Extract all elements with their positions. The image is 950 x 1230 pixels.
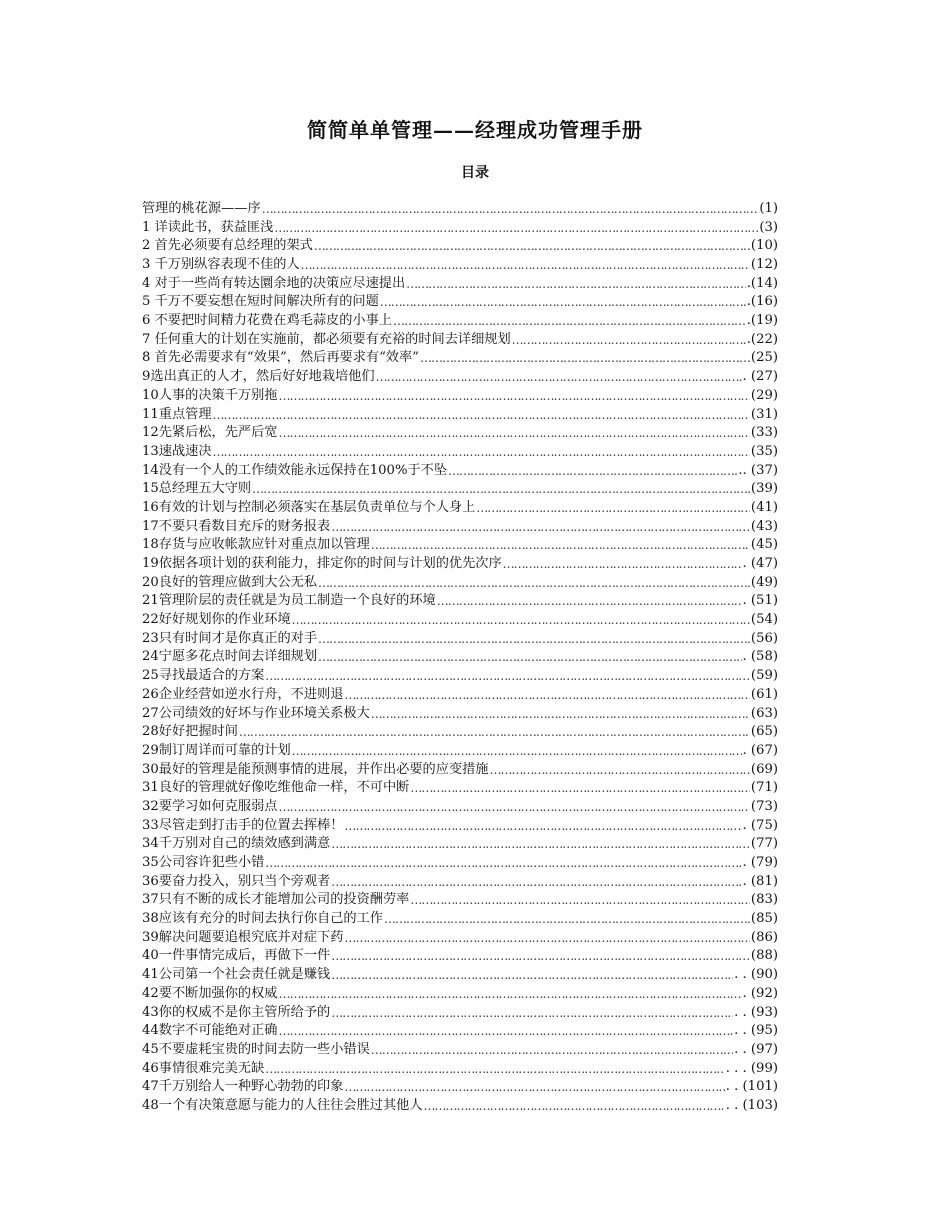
toc-leader-dots <box>476 499 750 518</box>
toc-entry-label: 9选出真正的人才，然后好好地栽培他们 <box>142 369 375 385</box>
toc-leader-dots <box>278 424 749 443</box>
toc-entry-page: . (75) <box>742 817 778 833</box>
toc-entry-page: (61) <box>750 686 778 702</box>
toc-entry-page: (71) <box>750 780 778 796</box>
toc-entry-label: 27公司绩效的好坏与作业环境关系极大 <box>142 705 370 721</box>
toc-entry[interactable] <box>142 331 778 350</box>
toc-leader-dots <box>331 947 750 966</box>
toc-leader-dots <box>503 555 742 574</box>
toc-entry[interactable] <box>142 219 778 238</box>
toc-entry[interactable] <box>142 368 778 387</box>
toc-leader-dots <box>314 237 750 256</box>
toc-leader-dots <box>262 200 759 219</box>
toc-entry-label: 45不要虚耗宝贵的时间去防一些小错误 <box>142 1041 370 1057</box>
toc-leader-dots <box>301 256 750 275</box>
toc-entry-label: 24宁愿多花点时间去详细规划 <box>142 649 318 665</box>
toc-entry[interactable] <box>142 387 778 406</box>
table-of-contents <box>142 200 778 1116</box>
toc-leader-dots <box>318 630 750 649</box>
toc-leader-dots <box>406 275 746 294</box>
toc-leader-dots <box>410 891 750 910</box>
toc-entry[interactable] <box>142 948 778 967</box>
toc-entry[interactable] <box>142 275 778 294</box>
toc-entry-label: 33尽管走到打击手的位置去挥棒！ <box>142 817 344 833</box>
toc-entry-page: . (67) <box>742 742 778 758</box>
toc-entry-label: 34千万别对自己的绩效感到满意 <box>142 836 331 852</box>
toc-entry-page: . (27) <box>742 369 778 385</box>
toc-entry[interactable] <box>142 1022 778 1041</box>
toc-entry-label: 2 首先必须要有总经理的架式 <box>142 238 313 254</box>
toc-entry-label: 42要不断加强你的权威 <box>142 985 278 1001</box>
toc-entry-page: (33) <box>750 425 778 441</box>
toc-leader-dots <box>265 1060 724 1079</box>
toc-entry[interactable] <box>142 1041 778 1060</box>
toc-entry-label: 46事情很难完美无缺 <box>142 1060 265 1076</box>
toc-entry-label: 47千万别给人一种野心勃勃的印象 <box>142 1079 344 1095</box>
toc-leader-dots <box>393 312 746 331</box>
toc-entry-label: 8 首先必需要求有“效果”，然后再要求有“效率” <box>142 350 419 366</box>
toc-leader-dots <box>252 480 750 499</box>
toc-entry[interactable] <box>142 256 778 275</box>
toc-heading: 目录 <box>461 165 489 181</box>
toc-leader-dots <box>213 406 750 425</box>
toc-entry-page: . (81) <box>742 873 778 889</box>
toc-entry[interactable] <box>142 406 778 425</box>
toc-entry-label: 26企业经营如逆水行舟，不进则退 <box>142 686 344 702</box>
toc-entry-page: (83) <box>750 892 778 908</box>
toc-entry[interactable] <box>142 1004 778 1023</box>
toc-entry-label: 6 不要把时间精力花费在鸡毛蒜皮的小事上 <box>142 313 392 329</box>
toc-entry[interactable] <box>142 723 778 742</box>
toc-entry-label: 40一件事情完成后，再做下一件 <box>142 948 331 964</box>
toc-entry-label: 48一个有决策意愿与能力的人往往会胜过其他人 <box>142 1097 423 1113</box>
toc-leader-dots <box>274 219 758 238</box>
toc-leader-dots <box>437 592 742 611</box>
toc-entry[interactable] <box>142 1097 778 1116</box>
toc-entry[interactable] <box>142 835 778 854</box>
toc-entry-page: . (58) <box>742 649 778 665</box>
toc-leader-dots <box>318 574 750 593</box>
toc-entry[interactable] <box>142 705 778 724</box>
toc-entry-label: 35公司容许犯些小错 <box>142 855 265 871</box>
toc-entry-page: (65) <box>750 724 778 740</box>
toc-entry-page: (25) <box>750 350 778 366</box>
toc-entry[interactable] <box>142 761 778 780</box>
toc-leader-dots <box>371 1041 733 1060</box>
toc-entry[interactable] <box>142 480 778 499</box>
toc-entry[interactable] <box>142 910 778 929</box>
toc-entry-label: 管理的桃花源——序 <box>142 200 261 216</box>
toc-entry-page: . . (103) <box>725 1097 778 1113</box>
toc-leader-dots <box>331 518 750 537</box>
toc-entry-page: . . (97) <box>734 1041 778 1057</box>
toc-entry-label: 11重点管理 <box>142 406 212 422</box>
toc-entry-page: (43) <box>750 518 778 534</box>
toc-leader-dots <box>292 611 750 630</box>
toc-leader-dots <box>371 705 750 724</box>
toc-entry-page: . (92) <box>742 985 778 1001</box>
toc-leader-dots <box>331 1004 733 1023</box>
toc-entry-page: . (51) <box>742 593 778 609</box>
toc-entry-page: (69) <box>750 761 778 777</box>
toc-entry-label: 44数字不可能绝对正确 <box>142 1023 278 1039</box>
toc-entry[interactable] <box>142 1060 778 1079</box>
toc-leader-dots <box>292 742 742 761</box>
toc-entry-label: 12先紧后松，先严后宽 <box>142 425 278 441</box>
toc-entry[interactable] <box>142 873 778 892</box>
toc-entry[interactable] <box>142 891 778 910</box>
toc-entry-page: .(14) <box>746 275 778 291</box>
toc-entry-page: (85) <box>750 911 778 927</box>
toc-entry[interactable] <box>142 649 778 668</box>
toc-entry-label: 1 详读此书，获益匪浅 <box>142 219 274 235</box>
toc-entry-page: (45) <box>750 537 778 553</box>
toc-entry[interactable] <box>142 293 778 312</box>
toc-entry-page: (59) <box>750 668 778 684</box>
toc-entry[interactable] <box>142 237 778 256</box>
toc-entry-label: 32要学习如何克服弱点 <box>142 798 278 814</box>
toc-leader-dots <box>410 779 750 798</box>
toc-entry[interactable] <box>142 424 778 443</box>
toc-leader-dots <box>331 966 733 985</box>
toc-entry-label: 20良好的管理应做到大公无私 <box>142 574 318 590</box>
toc-entry-page: (12) <box>750 257 778 273</box>
document-title: 简简单单管理——经理成功管理手册 <box>307 118 643 142</box>
toc-entry-label: 7 任何重大的计划在实施前，都必须要有充裕的时间去详细规划 <box>142 331 511 347</box>
toc-entry-page: (86) <box>750 929 778 945</box>
toc-entry-page: . . (101) <box>725 1079 778 1095</box>
toc-entry-label: 37只有不断的成长才能增加公司的投资酬劳率 <box>142 892 410 908</box>
toc-entry-page: . . (95) <box>734 1023 778 1039</box>
toc-leader-dots <box>278 387 749 406</box>
toc-entry-label: 3 千万别纵容表现不佳的人 <box>142 257 300 273</box>
toc-entry-page: (39) <box>750 481 778 497</box>
toc-entry-label: 10人事的决策千万别拖 <box>142 387 278 403</box>
toc-entry-page: .(22) <box>746 331 778 347</box>
toc-entry-page: .(19) <box>746 313 778 329</box>
toc-entry-page: . (47) <box>742 556 778 572</box>
toc-leader-dots <box>424 1097 725 1116</box>
toc-leader-dots <box>278 1022 733 1041</box>
toc-entry[interactable] <box>142 854 778 873</box>
toc-entry-page: (54) <box>750 612 778 628</box>
toc-leader-dots <box>331 835 750 854</box>
toc-entry-label: 38应该有充分的时间去执行你自己的工作 <box>142 911 383 927</box>
toc-entry-label: 19依据各项计划的获利能力，排定你的时间与计划的优先次序 <box>142 556 502 572</box>
toc-leader-dots <box>239 723 750 742</box>
toc-entry[interactable] <box>142 611 778 630</box>
toc-leader-dots <box>512 331 746 350</box>
toc-entry[interactable] <box>142 686 778 705</box>
toc-leader-dots <box>384 910 750 929</box>
toc-entry-label: 39解决问题要追根究底并对症下药 <box>142 929 344 945</box>
toc-entry-page: (77) <box>750 836 778 852</box>
toc-entry[interactable] <box>142 929 778 948</box>
toc-leader-dots <box>380 293 746 312</box>
toc-entry[interactable] <box>142 518 778 537</box>
toc-leader-dots <box>448 462 737 481</box>
toc-entry-label: 43你的权威不是你主管所给予的 <box>142 1004 331 1020</box>
toc-entry[interactable] <box>142 574 778 593</box>
toc-entry[interactable] <box>142 312 778 331</box>
toc-entry[interactable] <box>142 667 778 686</box>
toc-entry-page: (10) <box>750 238 778 254</box>
toc-entry-label: 13速战速决 <box>142 443 212 459</box>
toc-entry-page: . (79) <box>742 855 778 871</box>
toc-leader-dots <box>265 854 741 873</box>
toc-entry[interactable] <box>142 499 778 518</box>
toc-entry-label: 15总经理五大守则 <box>142 481 252 497</box>
toc-entry-label: 36要奋力投入，别只当个旁观者 <box>142 873 331 889</box>
toc-entry-page: (3) <box>759 219 778 235</box>
toc-entry-label: 17不要只看数目充斥的财务报表 <box>142 518 331 534</box>
toc-entry-label: 28好好把握时间 <box>142 724 238 740</box>
toc-entry[interactable] <box>142 798 778 817</box>
toc-entry-page: (73) <box>750 798 778 814</box>
toc-leader-dots <box>278 798 749 817</box>
toc-leader-dots <box>318 648 742 667</box>
toc-entry[interactable] <box>142 1078 778 1097</box>
toc-entry-page: (31) <box>750 406 778 422</box>
toc-entry-page: .(16) <box>746 294 778 310</box>
toc-entry[interactable] <box>142 985 778 1004</box>
toc-leader-dots <box>344 1078 724 1097</box>
toc-entry[interactable] <box>142 817 778 836</box>
toc-entry-page: (41) <box>750 499 778 515</box>
toc-entry-label: 41公司第一个社会责任就是赚钱 <box>142 967 331 983</box>
toc-entry-label: 14没有一个人的工作绩效能永远保持在100%于不坠 <box>142 462 448 478</box>
toc-entry[interactable] <box>142 592 778 611</box>
toc-entry[interactable] <box>142 200 778 219</box>
toc-entry-page: (1) <box>759 200 778 216</box>
toc-leader-dots <box>344 929 750 948</box>
toc-entry-page: . . (90) <box>734 967 778 983</box>
toc-entry-page: . . (93) <box>734 1004 778 1020</box>
toc-entry[interactable] <box>142 742 778 761</box>
toc-entry-label: 30最好的管理是能预测事情的进展，并作出必要的应变措施 <box>142 761 489 777</box>
toc-leader-dots <box>489 761 749 780</box>
toc-entry-label: 5 千万不要妄想在短时间解决所有的问题 <box>142 294 379 310</box>
toc-leader-dots <box>213 443 750 462</box>
toc-entry-label: 21管理阶层的责任就是为员工制造一个良好的环境 <box>142 593 436 609</box>
toc-entry-page: (29) <box>750 387 778 403</box>
toc-entry[interactable] <box>142 350 778 369</box>
toc-leader-dots <box>371 536 750 555</box>
toc-leader-dots <box>376 368 742 387</box>
toc-entry-label: 31良好的管理就好像吃维他命一样，不可中断 <box>142 780 410 796</box>
toc-leader-dots <box>331 873 741 892</box>
toc-leader-dots <box>344 686 750 705</box>
toc-leader-dots <box>278 985 741 1004</box>
toc-entry-page: (63) <box>750 705 778 721</box>
toc-entry-label: 18存货与应收帐款应针对重点加以管理 <box>142 537 370 553</box>
toc-entry[interactable] <box>142 630 778 649</box>
toc-leader-dots <box>265 667 750 686</box>
toc-entry-label: 4 对于一些尚有转达圜余地的决策应尽速提出 <box>142 275 406 291</box>
toc-entry[interactable] <box>142 443 778 462</box>
toc-entry-page: .. (37) <box>738 462 778 478</box>
toc-entry-page: (56) <box>750 630 778 646</box>
toc-entry-label: 16有效的计划与控制必须落实在基层负责单位与个人身上 <box>142 499 476 515</box>
toc-leader-dots <box>420 349 750 368</box>
toc-entry-page: (35) <box>750 443 778 459</box>
toc-entry[interactable] <box>142 462 778 481</box>
toc-entry-label: 29制订周详而可靠的计划 <box>142 742 291 758</box>
toc-entry[interactable] <box>142 966 778 985</box>
toc-entry-page: (49) <box>750 574 778 590</box>
toc-entry[interactable] <box>142 555 778 574</box>
toc-entry-page: . . . (99) <box>725 1060 778 1076</box>
toc-entry-label: 25寻找最适合的方案 <box>142 668 265 684</box>
toc-entry[interactable] <box>142 779 778 798</box>
toc-entry-label: 23只有时间才是你真正的对手 <box>142 630 318 646</box>
toc-entry[interactable] <box>142 536 778 555</box>
toc-leader-dots <box>344 817 741 836</box>
toc-entry-page: (88) <box>750 948 778 964</box>
toc-entry-label: 22好好规划你的作业环境 <box>142 612 291 628</box>
